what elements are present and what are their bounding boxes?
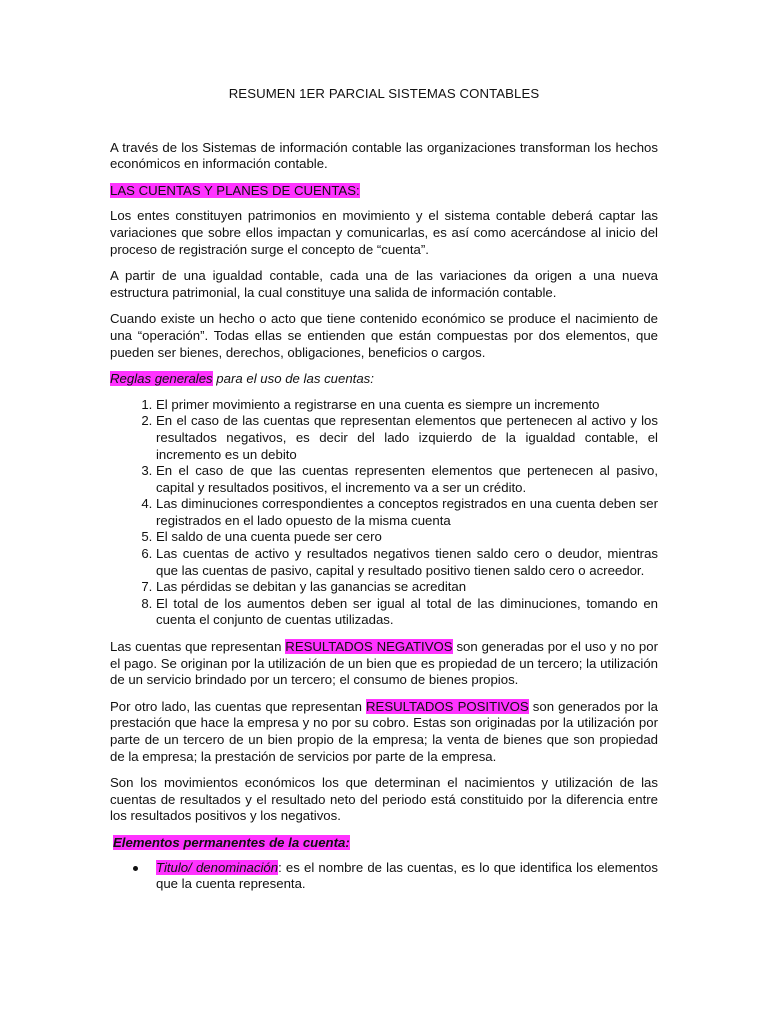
negativos-highlight: RESULTADOS NEGATIVOS	[285, 639, 453, 655]
elementos-list	[110, 860, 658, 893]
rule-item-7: 7. Las pérdidas se debitan y las ganancias se acreditan	[156, 579, 658, 596]
paragraph-cuentas-2: A partir de una igualdad contable, cada una de las variaciones da origen a una nueva estructura patrimonial, la cual constituye una salida de información contable.	[110, 268, 658, 300]
elementos-heading-highlight: Elementos permanentes de la cuenta:	[113, 834, 350, 850]
rules-heading	[110, 371, 658, 388]
rule-item-1: 1. El primer movimiento a registrarse en una cuenta es siempre un incremento	[156, 397, 658, 414]
rule-item-8: 8. El total de los aumentos deben ser igual al total de las diminuciones, tomando en cuenta el conjunto de cuentas utilizadas.	[156, 596, 658, 629]
rule-item-2: 2. En el caso de las cuentas que representan elementos que pertenecen al activo y los resultados negativos, es decir del lado izquierdo de la igualdad contable, el incremento es un debito	[156, 413, 658, 463]
elementos-item-term: Titulo/ denominación	[156, 859, 279, 875]
paragraph-resultados-positivos	[110, 699, 658, 765]
rule-item-4: 4. Las diminuciones correspondientes a conceptos registrados en una cuenta deben ser registrados en el lado opuesto de la misma cuenta	[156, 496, 658, 529]
rules-heading-highlight: Reglas generales	[110, 371, 213, 387]
section-heading	[110, 183, 658, 200]
document-title: RESUMEN 1ER PARCIAL SISTEMAS CONTABLES	[228, 86, 540, 101]
elementos-heading	[113, 835, 658, 852]
paragraph-cuentas-1: Los entes constituyen patrimonios en movimiento y el sistema contable deberá captar las variaciones que sobre ellos impactan y comunicarlas, es así como acercándose al inicio del proceso de registración surge el concepto de “cuenta”.	[110, 208, 658, 257]
paragraph-movimientos: Son los movimientos económicos los que determinan el nacimientos y utilización de las cuentas de resultados y el resultado neto del periodo está constituido por la diferencia entre los resultados positivos y los negativos.	[110, 775, 658, 824]
bullet-icon	[133, 866, 138, 871]
elementos-item	[156, 860, 658, 893]
document-body	[110, 86, 658, 893]
rule-item-3: 3. En el caso de que las cuentas representen elementos que pertenecen al pasivo, capital y resultados positivos, el incremento va a ser un crédito.	[156, 463, 658, 496]
paragraph-resultados-negativos	[110, 639, 658, 689]
section-heading-highlight: LAS CUENTAS Y PLANES DE CUENTAS:	[110, 182, 360, 198]
positivos-highlight: RESULTADOS POSITIVOS	[366, 698, 529, 714]
paragraph-cuentas-3: Cuando existe un hecho o acto que tiene contenido económico se produce el nacimiento de una “operación”. Todas ellas se entienden que están compuestas por dos elementos, que pueden ser bienes, derechos, obligaciones, beneficios o cargos.	[110, 311, 658, 360]
rule-item-6: 6. Las cuentas de activo y resultados negativos tienen saldo cero o deudor, mientras que las cuentas de pasivo, capital y resultado positivo tienen saldo cero o acreedor.	[156, 546, 658, 579]
intro-paragraph: A través de los Sistemas de información contable las organizaciones transforman los hechos económicos en información contable.	[110, 139, 658, 172]
rules-heading-rest: para el uso de las cuentas:	[212, 371, 374, 387]
positivos-before: Por otro lado, las cuentas que representan	[110, 698, 367, 714]
positivos-after: son generados por la prestación que hace la empresa y no por su cobro. Estas son originadas por la utilización por parte de un tercero de un bien propio de la empresa; la venta de bienes que son propiedad de la empresa; la prestación de servicios por parte de la empresa.	[110, 698, 658, 764]
negativos-after: son generadas por el uso y no por el pago. Se originan por la utilización de un bien que es propiedad de un tercero; la utilización de un servicio brindado por un tercero; el consumo de bienes propios.	[110, 639, 658, 688]
negativos-before: Las cuentas que representan	[110, 639, 286, 655]
elementos-item-text: : es el nombre de las cuentas, es lo que identifica los elementos que la cuenta representa.	[156, 859, 658, 892]
rule-item-5: 5. El saldo de una cuenta puede ser cero	[156, 529, 658, 546]
rules-list	[110, 397, 658, 629]
